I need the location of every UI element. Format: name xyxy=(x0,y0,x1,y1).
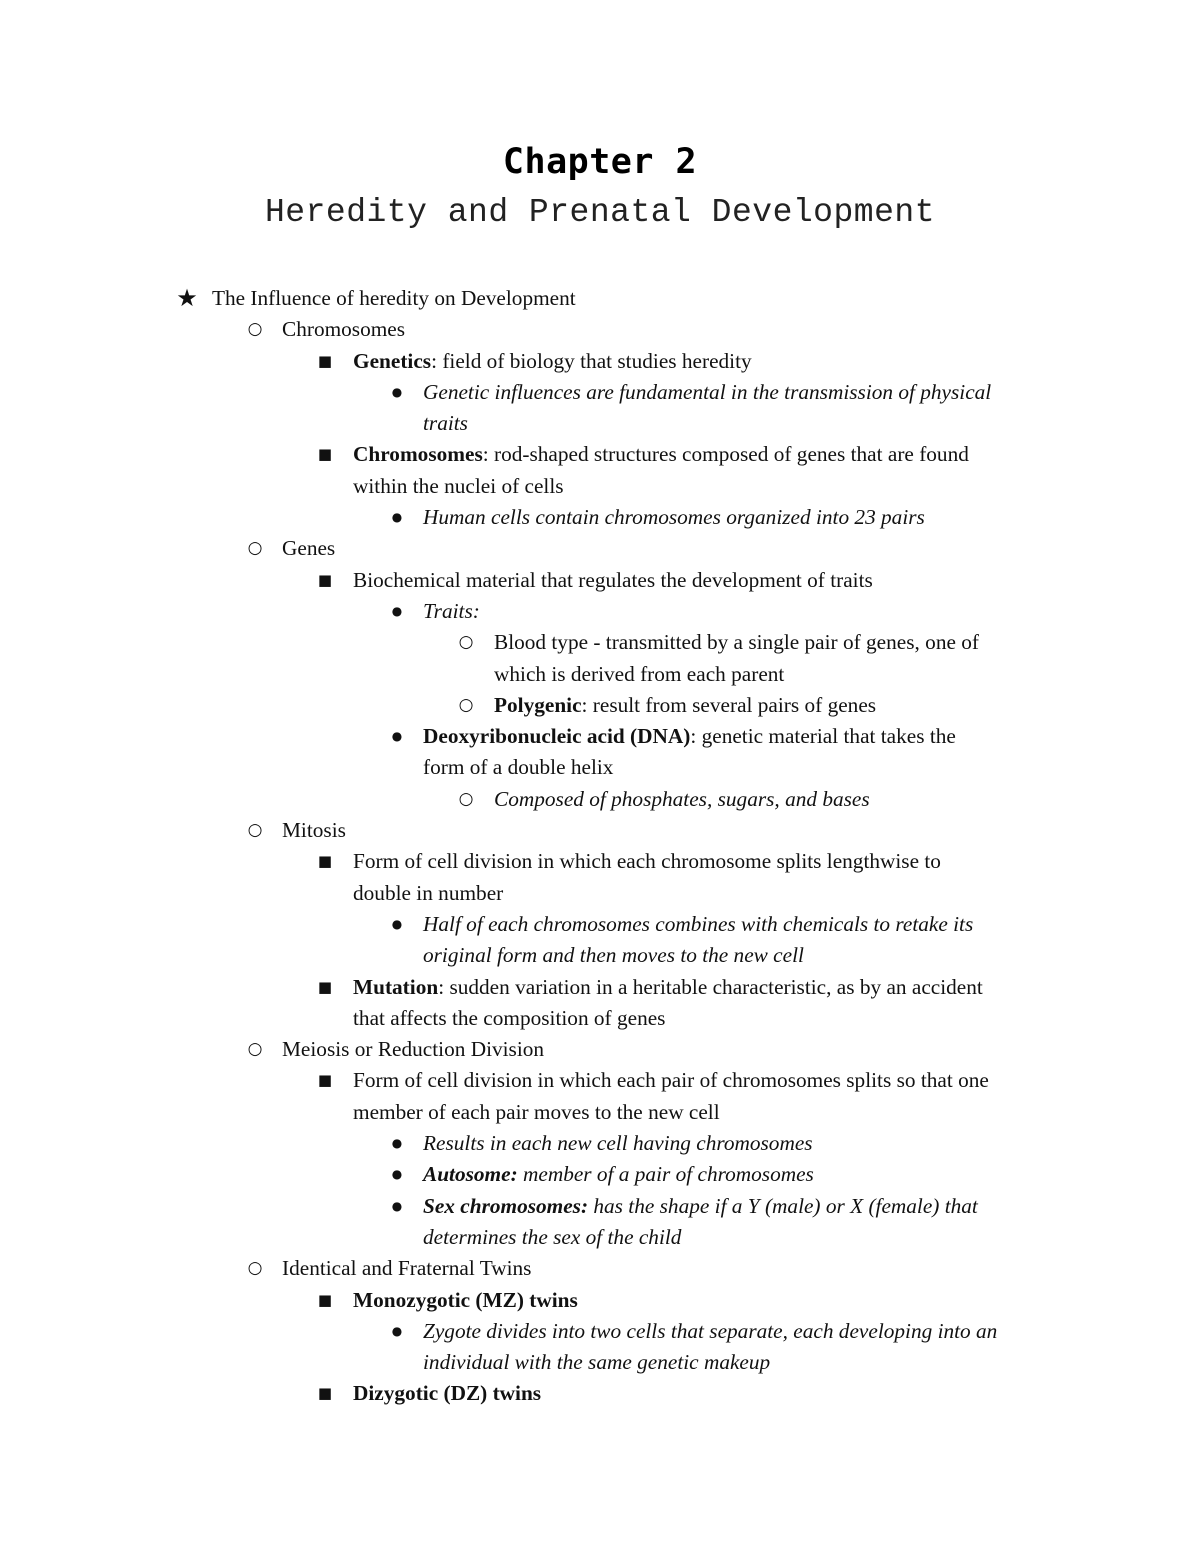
text-segment: Sex chromosomes: xyxy=(423,1193,589,1218)
text-segment: within the nuclei of cells xyxy=(353,473,564,498)
outline-line xyxy=(0,1003,1200,1034)
outline-text xyxy=(494,690,876,721)
text-segment: Deoxyribonucleic acid (DNA) xyxy=(423,724,691,749)
text-segment: member of each pair moves to the new cell xyxy=(353,1099,720,1124)
text-segment: that affects the composition of genes xyxy=(353,1005,666,1030)
square-icon: ■ xyxy=(317,351,333,370)
text-segment: original form and then moves to the new cell xyxy=(423,943,804,968)
text-segment: Chromosomes xyxy=(353,442,483,467)
outline-line xyxy=(0,1285,1200,1316)
outline-text xyxy=(423,1159,814,1190)
outline-line xyxy=(0,1159,1200,1190)
outline-line xyxy=(0,784,1200,815)
outline-text xyxy=(423,1222,681,1253)
text-segment: Genes xyxy=(282,536,336,561)
outline-line xyxy=(0,1378,1200,1409)
outline-text xyxy=(353,439,969,470)
outline-text xyxy=(494,784,870,815)
text-segment: : sudden variation in a heritable characteristic, as by an accident xyxy=(438,974,983,999)
outline-line xyxy=(0,408,1200,439)
outline-text xyxy=(423,408,468,439)
outline-text xyxy=(423,909,973,940)
text-segment: Form of cell division in which each pair of chromosomes splits so that one xyxy=(353,1068,989,1093)
outline-text xyxy=(423,377,991,408)
outline-line xyxy=(0,1316,1200,1347)
outline-line xyxy=(0,1191,1200,1222)
text-segment: : rod-shaped structures composed of genes that are found xyxy=(482,442,969,467)
text-segment: Half of each chromosomes combines with chemicals to retake its xyxy=(423,911,974,936)
outline-line xyxy=(0,1347,1200,1378)
text-segment: determines the sex of the child xyxy=(423,1224,682,1249)
text-segment: : result from several pairs of genes xyxy=(581,692,877,717)
outline-text xyxy=(353,346,752,377)
outline-line xyxy=(0,283,1200,314)
outline-text xyxy=(423,1128,813,1159)
text-segment: member of a pair of chromosomes xyxy=(517,1162,814,1187)
circle-icon: ○ xyxy=(458,694,474,715)
outline-text xyxy=(212,283,576,314)
dot-icon: ● xyxy=(391,1136,403,1151)
text-segment: Genetic influences are fundamental in the transmission of physical xyxy=(423,379,992,404)
outline-line xyxy=(0,1034,1200,1065)
circle-icon: ○ xyxy=(458,632,474,653)
outline-text xyxy=(494,627,979,658)
outline-text xyxy=(282,815,346,846)
dot-icon: ● xyxy=(391,510,403,525)
square-icon: ■ xyxy=(317,852,333,871)
outline-text xyxy=(423,721,956,752)
text-segment: Monozygotic (MZ) twins xyxy=(353,1287,578,1312)
outline-text xyxy=(282,1034,544,1065)
outline-line xyxy=(0,627,1200,658)
outline-line xyxy=(0,972,1200,1003)
text-segment: double in number xyxy=(353,880,504,905)
circle-icon: ○ xyxy=(247,820,263,841)
star-icon: ★ xyxy=(176,284,198,312)
chapter-subtitle: Heredity and Prenatal Development xyxy=(264,194,935,231)
outline-text xyxy=(282,533,335,564)
dot-icon: ● xyxy=(391,729,403,744)
outline-list xyxy=(0,283,1200,1410)
text-segment: Form of cell division in which each chromosome splits lengthwise to xyxy=(353,849,941,874)
square-icon: ■ xyxy=(317,1290,333,1309)
text-segment: Genetics xyxy=(353,348,432,373)
outline-line xyxy=(0,846,1200,877)
text-segment: individual with the same genetic makeup xyxy=(423,1350,771,1375)
text-segment: The Influence of heredity on Development xyxy=(212,286,576,310)
outline-text xyxy=(353,565,873,596)
outline-line xyxy=(0,533,1200,564)
circle-icon: ○ xyxy=(247,1039,263,1060)
text-segment: Dizygotic (DZ) twins xyxy=(353,1381,542,1406)
outline-text xyxy=(423,596,480,627)
dot-icon: ● xyxy=(391,916,403,931)
outline-text xyxy=(423,1347,770,1378)
outline-text xyxy=(282,1253,531,1284)
outline-text xyxy=(423,1316,997,1347)
circle-icon: ○ xyxy=(458,788,474,809)
square-icon: ■ xyxy=(317,977,333,996)
text-segment: Mutation xyxy=(353,974,439,999)
outline-line xyxy=(0,1222,1200,1253)
text-segment: Identical and Fraternal Twins xyxy=(282,1256,532,1281)
outline-text xyxy=(353,878,503,909)
circle-icon: ○ xyxy=(247,319,263,340)
outline-line xyxy=(0,878,1200,909)
outline-text xyxy=(353,972,983,1003)
outline-line xyxy=(0,565,1200,596)
dot-icon: ● xyxy=(391,1323,403,1338)
chapter-title: Chapter 2 xyxy=(502,142,698,182)
outline-line xyxy=(0,909,1200,940)
outline-text xyxy=(423,1191,978,1222)
text-segment: Mitosis xyxy=(282,818,346,843)
text-segment: Polygenic xyxy=(494,692,582,717)
text-segment: which is derived from each parent xyxy=(494,661,785,686)
outline-line xyxy=(0,1097,1200,1128)
text-segment: : genetic material that takes the xyxy=(690,724,956,749)
outline-text xyxy=(282,314,405,345)
outline-line xyxy=(0,377,1200,408)
outline-line xyxy=(0,1253,1200,1284)
outline-line xyxy=(0,596,1200,627)
text-segment: Results in each new cell having chromosomes xyxy=(423,1131,813,1156)
text-segment: Biochemical material that regulates the development of traits xyxy=(353,567,873,592)
outline-text xyxy=(353,1378,541,1409)
outline-text xyxy=(353,1097,720,1128)
text-segment: Zygote divides into two cells that separate, each developing into an xyxy=(423,1318,998,1343)
outline-text xyxy=(353,471,564,502)
text-segment: Composed of phosphates, sugars, and bases xyxy=(494,786,870,811)
dot-icon: ● xyxy=(391,603,403,618)
dot-icon: ● xyxy=(391,384,403,399)
outline-line xyxy=(0,502,1200,533)
outline-text xyxy=(423,502,925,533)
outline-text xyxy=(494,659,784,690)
outline-text xyxy=(353,1285,578,1316)
dot-icon: ● xyxy=(391,1167,403,1182)
outline-line xyxy=(0,659,1200,690)
outline-line xyxy=(0,752,1200,783)
text-segment: traits xyxy=(423,411,468,436)
outline-line xyxy=(0,1065,1200,1096)
outline-line xyxy=(0,690,1200,721)
outline-text xyxy=(423,752,613,783)
outline-line xyxy=(0,439,1200,470)
text-segment: Human cells contain chromosomes organized into 23 pairs xyxy=(423,505,925,530)
outline-line xyxy=(0,721,1200,752)
outline-text xyxy=(353,1003,665,1034)
outline-text xyxy=(353,1065,989,1096)
outline-line xyxy=(0,471,1200,502)
outline-line xyxy=(0,1128,1200,1159)
text-segment: Blood type - transmitted by a single pair of genes, one of xyxy=(494,630,979,655)
outline-line xyxy=(0,346,1200,377)
circle-icon: ○ xyxy=(247,538,263,559)
square-icon: ■ xyxy=(317,570,333,589)
text-segment: Meiosis or Reduction Division xyxy=(282,1037,545,1062)
text-segment: Autosome: xyxy=(423,1162,518,1187)
square-icon: ■ xyxy=(317,1071,333,1090)
outline-line xyxy=(0,815,1200,846)
outline-line xyxy=(0,940,1200,971)
text-segment: has the shape if a Y (male) or X (female) that xyxy=(588,1193,978,1218)
text-segment: : field of biology that studies heredity xyxy=(431,348,752,373)
text-segment: Chromosomes xyxy=(282,317,406,342)
text-segment: form of a double helix xyxy=(423,755,614,780)
square-icon: ■ xyxy=(317,445,333,464)
square-icon: ■ xyxy=(317,1384,333,1403)
text-segment: Traits: xyxy=(423,598,480,623)
circle-icon: ○ xyxy=(247,1258,263,1279)
outline-line xyxy=(0,314,1200,345)
dot-icon: ● xyxy=(391,1198,403,1213)
outline-text xyxy=(353,846,941,877)
outline-text xyxy=(423,940,804,971)
